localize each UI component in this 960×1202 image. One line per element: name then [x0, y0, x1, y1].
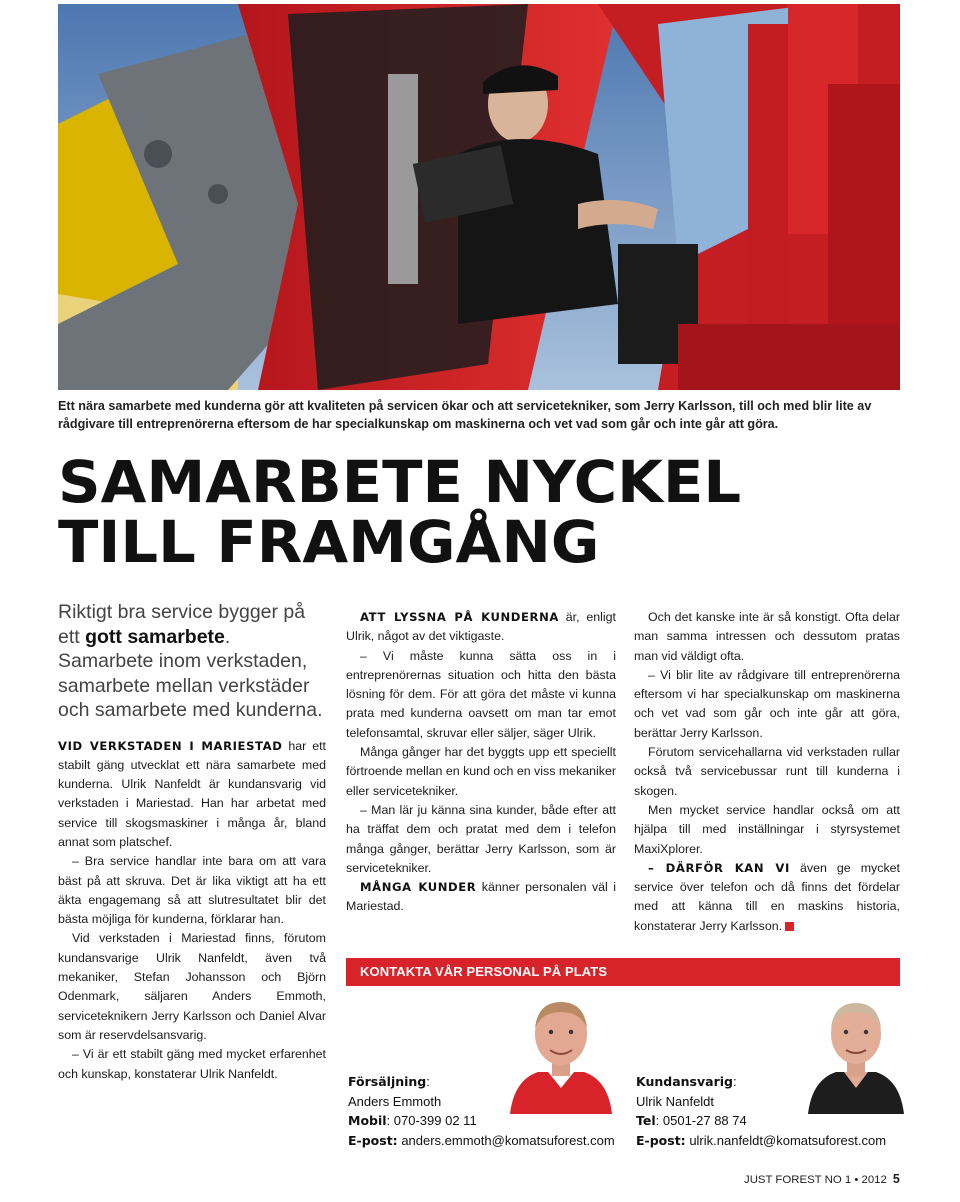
body-paragraph: Och det kanske inte är så konstigt. Ofta delar man samma intressen och dessutom pratas man vid väldigt ofta. [634, 610, 900, 663]
contact-heading: KONTAKTA VÅR PERSONAL PÅ PLATS [346, 958, 900, 986]
body-paragraph: Många gånger har det byggts upp ett speciellt förtroende mellan en kund och en viss mekaniker eller servicetekniker. [346, 745, 616, 798]
email-address[interactable]: ulrik.nanfeldt@komatsuforest.com [689, 1132, 887, 1148]
body-paragraph: – Man lär ju känna sina kunder, både efter att ha träffat dem och pratat med dem i telefon många gånger, berättar Jerry Karlsson, som är servicetekniker. [346, 802, 616, 875]
contact-account [636, 1072, 906, 1150]
headline-line-1: SAMARBETE NYCKEL [58, 448, 742, 516]
email-label: E-post: [636, 1132, 686, 1148]
body-paragraph: – Vi blir lite av rådgivare till entreprenörerna eftersom vi har specialkunskap om maskinerna och vet vad som går och inte går att göra, berättar Jerry Karlsson. [634, 667, 900, 740]
kicker: ATT LYSSNA PÅ KUNDERNA [360, 610, 559, 624]
end-mark-icon [785, 922, 794, 931]
paragraph-text: är, enligt Ulrik, något av det viktigaste. [346, 610, 616, 644]
contact-name: Ulrik Nanfeldt [636, 1093, 715, 1109]
page-number: 5 [892, 1172, 900, 1186]
lead-text-1: Riktigt bra service bygger på ett [58, 601, 306, 648]
contact-sales [348, 1072, 618, 1150]
body-paragraph: – Vi är ett stabilt gäng med mycket erfarenhet och kunskap, konstaterar Ulrik Nanfeldt. [58, 1047, 326, 1081]
body-paragraph: Förutom servicehallarna vid verkstaden rullar också två servicebussar runt till kunderna i skogen. [634, 745, 900, 798]
mobile-number[interactable]: 070-399 02 11 [393, 1113, 477, 1128]
article-column-1 [58, 600, 326, 1084]
email-label: E-post: [348, 1132, 398, 1148]
kicker: VID VERKSTADEN I MARIESTAD [58, 738, 283, 753]
email-address[interactable]: anders.emmoth@komatsuforest.com [401, 1132, 615, 1148]
phone-number[interactable]: 0501-27 88 74 [662, 1113, 747, 1128]
contact-role-line: Kundansvarig: [636, 1074, 737, 1089]
body-paragraph [634, 859, 900, 936]
contact-phone-line: Mobil: 070-399 02 11 [348, 1113, 477, 1128]
page-footer [744, 1172, 904, 1186]
article-column-2 [346, 608, 616, 917]
role-label: Försäljning [348, 1074, 427, 1089]
contact-email-line [636, 1131, 906, 1151]
body-paragraph [346, 878, 616, 917]
lead-text-2: . Samarbete inom verkstaden, samarbete mellan verkstäder och samarbete med kunderna. [58, 625, 323, 721]
contact-email-line [348, 1131, 618, 1151]
contact-role-line: Försäljning: [348, 1074, 430, 1089]
contact-phone-line: Tel: 0501-27 88 74 [636, 1113, 747, 1128]
kicker: – DÄRFÖR KAN VI [648, 860, 790, 875]
contact-name: Anders Emmoth [348, 1093, 442, 1109]
article-column-3 [634, 608, 900, 936]
lead-paragraph [58, 600, 326, 723]
contact-box [346, 958, 900, 1148]
mobile-label: Mobil [348, 1113, 387, 1128]
paragraph-text: har ett stabilt gäng utvecklat ett nära samarbete med kunderna. Ulrik Nanfeldt är kundansvarig vid verkstaden i Mariestad. Han har arbetat med service till skogsmaskiner i många år, bland annat som platschef. [58, 738, 326, 849]
body-paragraph [58, 737, 326, 853]
headline [58, 448, 917, 576]
paragraph-text: även ge mycket service över telefon och då finns det fördelar med att känna till en maskins historia, konstaterar Jerry Karlsson. [634, 860, 900, 933]
hero-photo-illustration [58, 4, 900, 390]
kicker: MÅNGA KUNDER [360, 880, 477, 895]
photo-caption: Ett nära samarbete med kunderna gör att kvaliteten på servicen ökar och att servicetekniker, som Jerry Karlsson, till och med blir lite av rådgivare till entreprenörerna eftersom de har specialkunskap om maskinerna och vet vad som går och inte går att göra. [58, 399, 872, 431]
phone-label: Tel [636, 1113, 656, 1128]
body-paragraph: Vid verkstaden i Mariestad finns, förutom kundansvarige Ulrik Nanfeldt, även två mekaniker, Stefan Johansson och Björn Odenmark, säljaren Anders Emmoth, serviceteknikern Jerry Karlsson och Daniel Alvar som är reservdelsansvarig. [58, 931, 326, 1042]
paragraph-text: känner personalen väl i Mariestad. [346, 880, 617, 914]
body-paragraph [346, 608, 616, 647]
role-label: Kundansvarig [636, 1074, 733, 1089]
hero-photo [58, 4, 900, 390]
headline-line-2: TILL FRAMGÅNG [58, 508, 600, 576]
body-paragraph: – Vi måste kunna sätta oss in i entreprenörernas situation och hitta den bästa lösning för dem. För att göra det måste vi kunna prata med kunderna oavsett om man tar emot telefonsamtal, skruvar eller säljer, säger Ulrik. [346, 648, 616, 740]
body-paragraph: Men mycket service handlar också om att hjälpa till med inställningar i styrsystemet MaxiXplorer. [634, 802, 900, 856]
publication-name: JUST FOREST NO 1 • 2012 [744, 1174, 887, 1186]
body-paragraph: – Bra service handlar inte bara om att vara bäst på att skruva. Det är lika viktigt att ha ett äkta engagemang så att slutresultatet blir det bästa möjliga för kunderna, förklarar han. [58, 854, 326, 927]
lead-bold-text: gott samarbete [85, 625, 225, 648]
